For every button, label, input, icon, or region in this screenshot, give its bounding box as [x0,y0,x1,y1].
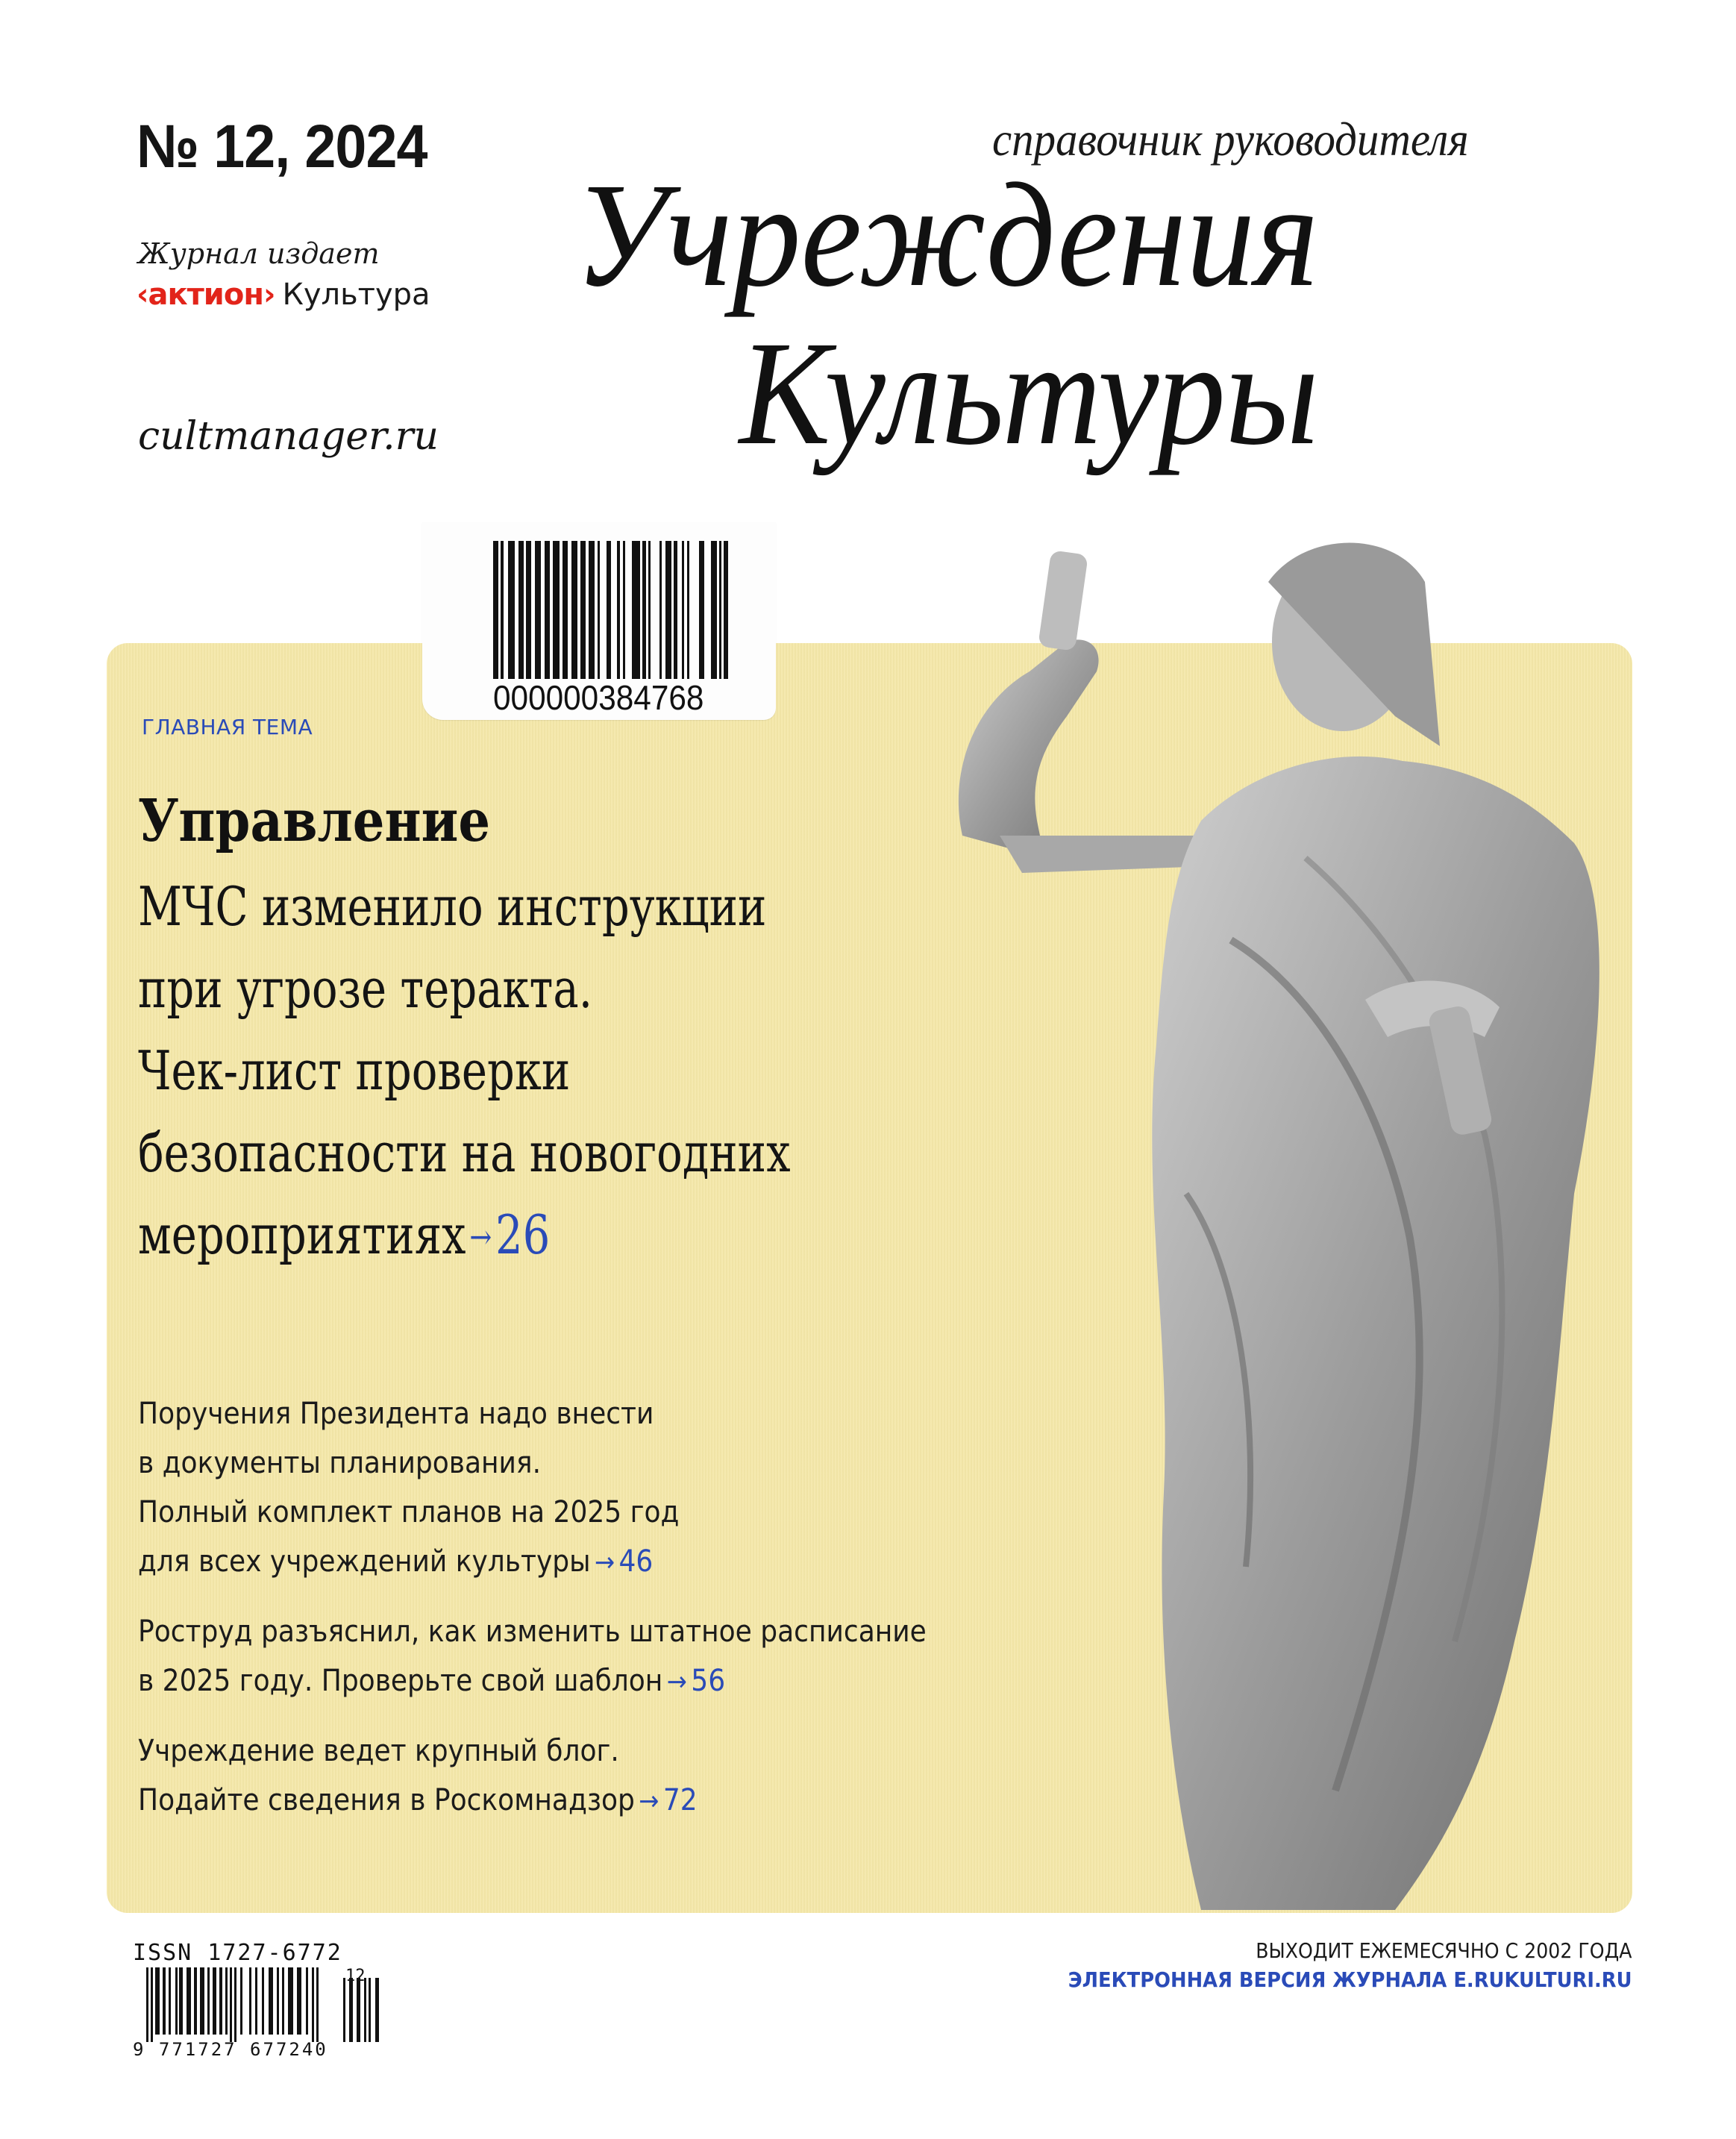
masthead-line-2: Культуры [739,311,1319,476]
tagline: справочник руководителя [992,113,1469,166]
teaser-line: в документы планирования. [138,1446,542,1480]
teaser-line: Учреждение ведет крупный блог. [138,1734,619,1768]
headline-line-last [138,1194,1033,1278]
main-headline[interactable] [138,865,1033,1278]
arrow-right-icon: → [469,1218,492,1257]
issn-number: ISSN 1727-6772 [133,1940,342,1966]
publisher-logo [137,278,430,312]
issue-addon: 12 [345,1967,366,1985]
headline-line: безопасности на новогодних [138,1121,791,1184]
aktion-logo: ‹актион› [137,278,275,312]
masthead-line-1: Учреждения [574,153,1319,318]
teaser-line: Полный комплект планов на 2025 год [138,1495,680,1529]
teaser-line: Роструд разъяснил, как изменить штатное расписание [138,1615,927,1649]
headline-line: Чек-лист проверки [138,1039,571,1102]
website-link[interactable]: cultmanager.ru [138,414,439,459]
teaser-line: Подайте сведения в Роскомнадзор [138,1783,635,1817]
teaser-line: Поручения Президента надо внести [138,1397,654,1431]
arrow-right-icon: → [666,1667,687,1697]
issn-barcode [133,1940,386,2060]
teaser-line-last [138,1537,1011,1588]
arrow-right-icon: → [639,1786,659,1817]
teaser-item[interactable] [138,1389,1011,1588]
page-reference: 56 [691,1664,726,1698]
headline-line: при угрозе теракта. [138,957,593,1020]
publisher-label: Журнал издает [138,237,380,270]
arrow-right-icon: → [594,1547,615,1578]
ean-number: 9 771727 677240 [133,2039,328,2060]
footer-info [1019,1938,1632,1992]
barcode-number: 000000384768 [493,678,704,717]
headline-line: МЧС изменило инструкции [138,875,767,938]
publisher-sub: Культура [282,278,430,312]
page-reference: 72 [662,1783,698,1817]
frequency-note: ВЫХОДИТ ЕЖЕМЕСЯЧНО С 2002 ГОДА [1255,1938,1632,1963]
teaser-line: в 2025 году. Проверьте свой шаблон [138,1664,663,1698]
teaser-list [138,1389,1108,1846]
barcode-icon [493,541,732,679]
teaser-line-last [138,1656,1011,1707]
teaser-item[interactable] [138,1607,1011,1707]
teaser-item[interactable] [138,1726,1011,1826]
teaser-line-last [138,1776,1011,1826]
masthead-title [574,153,1319,476]
section-title: Управление [138,787,491,855]
teaser-line: для всех учреждений культуры [138,1544,591,1579]
headline-line: мероприятиях [138,1203,466,1266]
electronic-version-link[interactable]: ЭЛЕКТРОННАЯ ВЕРСИЯ ЖУРНАЛА E.RUKULTURI.RU [1068,1967,1632,1992]
barcode-sticker [422,522,776,720]
issue-number: № 12, 2024 [137,113,427,181]
main-topic-label: ГЛАВНАЯ ТЕМА [142,715,313,739]
page-reference: 26 [495,1203,551,1266]
page-reference: 46 [618,1544,654,1579]
